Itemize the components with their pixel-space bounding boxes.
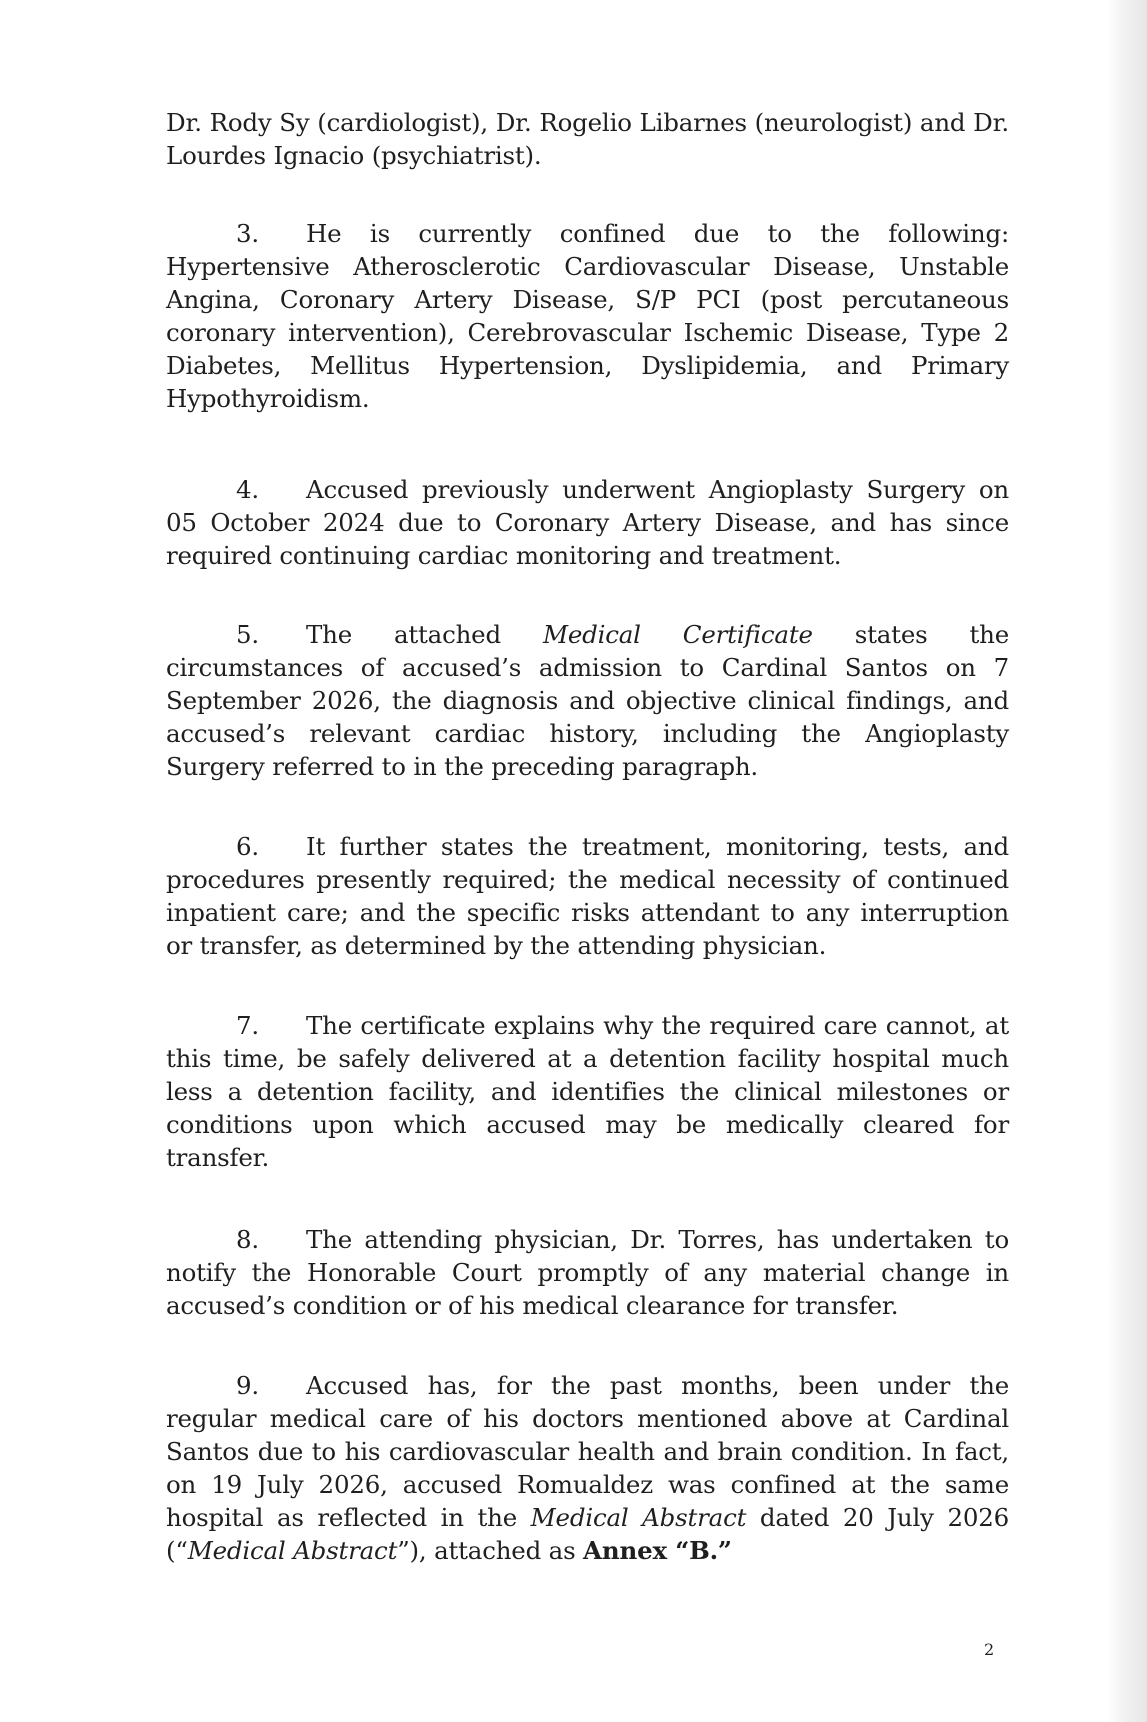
paragraph-3 bbox=[166, 217, 1009, 415]
paragraph-number: 6. bbox=[236, 832, 259, 861]
paragraph-5 bbox=[166, 618, 1009, 783]
paragraph-number: 4. bbox=[236, 475, 259, 504]
paragraph-text-a: Accused has, for the past months, been under the regular medical care of his doctors mentioned above at Cardinal Santos due to his cardiovascular health and brain condition. In fact, on 19 July 2026, accused Romualdez was confined at the same hospital as reflected in the bbox=[166, 1371, 1009, 1532]
paragraph-number: 7. bbox=[236, 1011, 259, 1040]
paragraph-text: The certificate explains why the required care cannot, at this time, be safely delivered at a detention facility hospital much less a detention facility, and identifies the clinical milestones or conditions upon which accused may be medically cleared for transfer. bbox=[166, 1011, 1009, 1172]
paragraph-text-before: The attached bbox=[306, 620, 543, 649]
paragraph-8 bbox=[166, 1223, 1009, 1322]
paragraph-text: The attending physician, Dr. Torres, has undertaken to notify the Honorable Court promptly of any material change in accused’s condition or of his medical clearance for transfer. bbox=[166, 1225, 1009, 1320]
paragraph-text: Accused previously underwent Angioplasty Surgery on 05 October 2024 due to Coronary Artery Disease, and has since required continuing cardiac monitoring and treatment. bbox=[166, 475, 1009, 570]
paragraph-text-b: dated 20 July 2026 (“ bbox=[166, 1503, 1009, 1565]
continuation-text: Dr. Rody Sy (cardiologist), Dr. Rogelio Libarnes (neurologist) and Dr. Lourdes Ignacio (psychiatrist). bbox=[166, 108, 1009, 170]
paragraph-4 bbox=[166, 473, 1009, 572]
paragraph-number: 9. bbox=[236, 1371, 259, 1400]
medical-abstract-defined-term: Medical Abstract bbox=[187, 1536, 398, 1565]
paragraph-number: 8. bbox=[236, 1225, 259, 1254]
medical-certificate-italic: Medical Certificate bbox=[542, 620, 813, 649]
paragraph-text-after: states the circumstances of accused’s admission to Cardinal Santos on 7 September 2026, the diagnosis and objective clinical findings, and accused’s relevant cardiac history, including the Angioplasty Surgery referred to in the preceding paragraph. bbox=[166, 620, 1009, 781]
paragraph-text: It further states the treatment, monitoring, tests, and procedures presently required; the medical necessity of continued inpatient care; and the specific risks attendant to any interruption or transfer, as determined by the attending physician. bbox=[166, 832, 1009, 960]
paragraph-text-c: ”), attached as bbox=[397, 1536, 584, 1565]
paragraph-7 bbox=[166, 1009, 1009, 1174]
paragraph-number: 3. bbox=[236, 219, 259, 248]
annex-b-reference: Annex “B.” bbox=[583, 1536, 732, 1565]
medical-abstract-italic: Medical Abstract bbox=[530, 1503, 747, 1532]
paragraph-text: He is currently confined due to the following: Hypertensive Atherosclerotic Cardiovascular Disease, Unstable Angina, Coronary Artery Disease, S/P PCI (post percutaneous coronary intervention), Cerebrovascular Ischemic Disease, Type 2 Diabetes, Mellitus Hypertension, Dyslipidemia, and Primary Hypothyroidism. bbox=[166, 219, 1009, 413]
paragraph-9 bbox=[166, 1369, 1009, 1567]
page-edge-shadow bbox=[1107, 0, 1147, 1722]
page-number: 2 bbox=[984, 1640, 995, 1659]
paragraph-6 bbox=[166, 830, 1009, 962]
continuation-paragraph bbox=[166, 106, 1009, 172]
paragraph-number: 5. bbox=[236, 620, 259, 649]
